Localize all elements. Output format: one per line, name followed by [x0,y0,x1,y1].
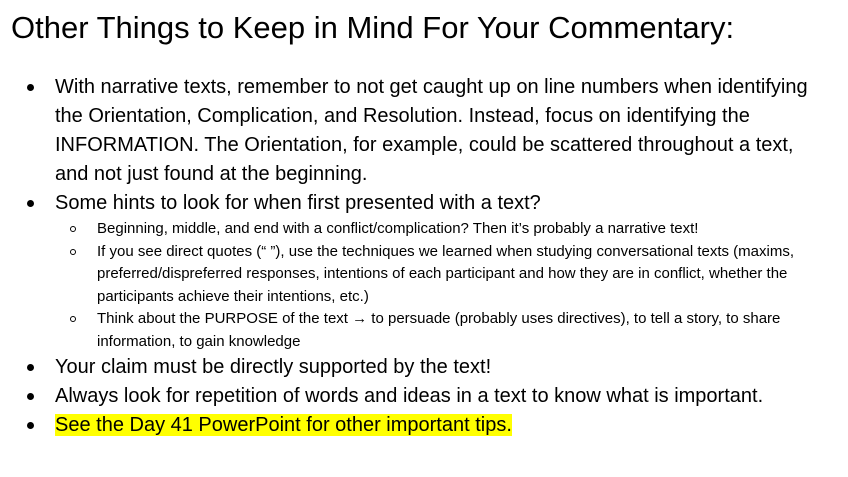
list-item [0,73,848,189]
list-item [0,189,848,353]
list-item-text: Some hints to look for when first presented with a text? [55,192,541,214]
sub-list-item-text: If you see direct quotes (“ ”), use the techniques we learned when studying conversational texts (maxims, preferred/dispreferred responses, intentions of each participant and how they are in conflict, whether the participants achieve their intentions, etc.) [97,242,795,305]
hollow-circle-icon [70,316,76,322]
list-item [0,382,848,411]
sub-bullet-list [0,218,828,353]
hollow-circle-icon [70,249,76,255]
bullet-dot-icon [27,364,34,371]
list-item-text: Your claim must be directly supported by the text! [55,356,492,378]
bullet-dot-icon [27,200,34,207]
bullet-dot-icon [27,84,34,91]
sub-list-item [0,241,828,309]
bullet-dot-icon [27,393,34,400]
page-title: Other Things to Keep in Mind For Your Commentary: [11,10,735,45]
sub-list-item [0,218,828,241]
list-item-text: Always look for repetition of words and ideas in a text to know what is important. [55,385,764,407]
sub-list-item-text: Beginning, middle, and end with a conflict/complication? Then it’s probably a narrative text! [97,220,699,237]
list-item [0,353,848,382]
bullet-list [0,73,848,440]
list-item-text: With narrative texts, remember to not get caught up on line numbers when identifying the Orientation, Complication, and Resolution. Instead, focus on identifying the INFORMATION. The Orientation, for example, could be scattered throughout a text, and not just found at the beginning. [55,76,808,185]
highlighted-tip-text: See the Day 41 PowerPoint for other important tips. [55,414,512,436]
sub-list-item-text: Think about the PURPOSE of the text → to persuade (probably uses directives), to tell a story, to share information, to gain knowledge [97,310,781,350]
hollow-circle-icon [70,226,76,232]
sub-list-item [0,308,828,353]
list-item [0,411,848,440]
bullet-dot-icon [27,422,34,429]
